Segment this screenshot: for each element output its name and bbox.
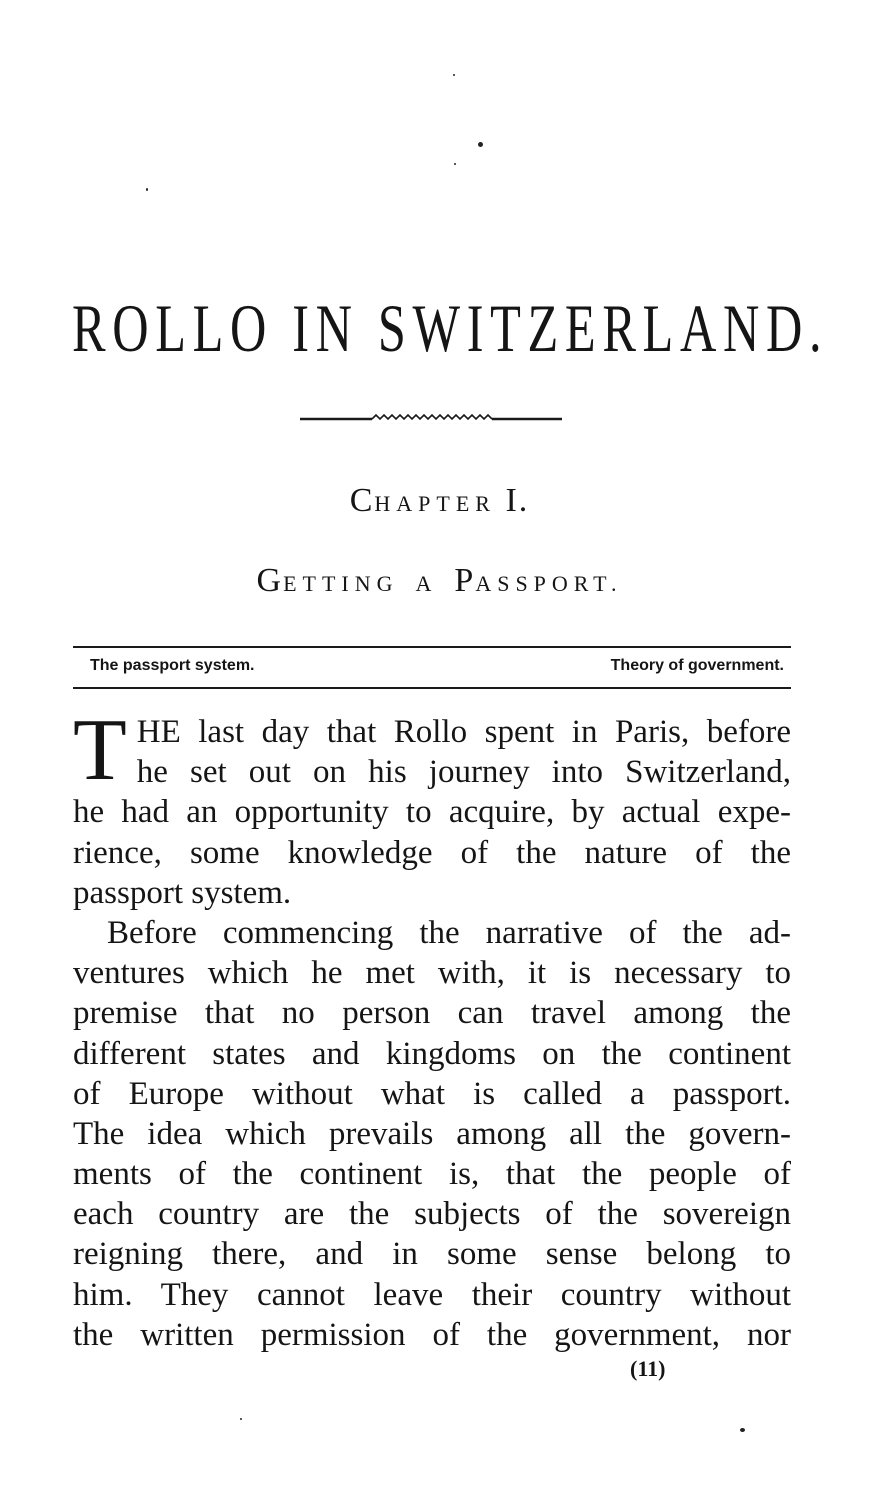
scan-speck <box>453 74 455 76</box>
chapter-title: GETTING A PASSPORT. <box>256 562 623 599</box>
text-line: HE last day that Rollo spent in Paris, before <box>136 714 791 750</box>
text-line: he set out on his journey into Switzerland, <box>136 754 791 791</box>
text-line: ventures which he met with, it is necessary to <box>73 955 791 992</box>
text-line: reigning there, and in some sense belong to <box>73 1236 791 1273</box>
summary-rule-top <box>73 646 791 648</box>
summary-right: Theory of government. <box>610 657 784 674</box>
text-line: ments of the continent is, that the people of <box>73 1156 791 1193</box>
text-line: him. They cannot leave their country without <box>73 1276 791 1313</box>
scan-speck <box>740 1428 745 1432</box>
text-line: passport system. <box>73 874 292 911</box>
text-line: the written permission of the government, nor <box>73 1316 791 1353</box>
drop-cap: T <box>73 702 127 799</box>
text-line: premise that no person can travel among the <box>73 995 791 1032</box>
scan-speck <box>478 142 483 147</box>
summary-left: The passport system. <box>90 657 255 674</box>
text-line: of Europe without what is called a passport. <box>73 1075 791 1112</box>
body-text <box>73 702 791 1355</box>
page-number: (11) <box>630 1356 666 1381</box>
ornament-divider <box>300 410 562 424</box>
text-line: he had an opportunity to acquire, by actual expe- <box>73 794 791 831</box>
text-line: The idea which prevails among all the govern- <box>73 1115 791 1152</box>
text-line: rience, some knowledge of the nature of the <box>73 834 791 871</box>
scan-speck <box>240 1418 242 1420</box>
book-title: ROLLO IN SWITZERLAND. <box>72 290 829 366</box>
chapter-summary <box>90 656 784 680</box>
text-line: different states and kingdoms on the continent <box>73 1035 791 1072</box>
text-line: Before commencing the narrative of the ad- <box>107 914 791 951</box>
summary-rule-bottom <box>73 687 791 689</box>
scan-speck <box>146 188 148 191</box>
text-line: each country are the subjects of the sovereign <box>73 1196 791 1233</box>
chapter-number: CHAPTER I. <box>349 482 530 519</box>
scan-speck <box>454 163 456 165</box>
